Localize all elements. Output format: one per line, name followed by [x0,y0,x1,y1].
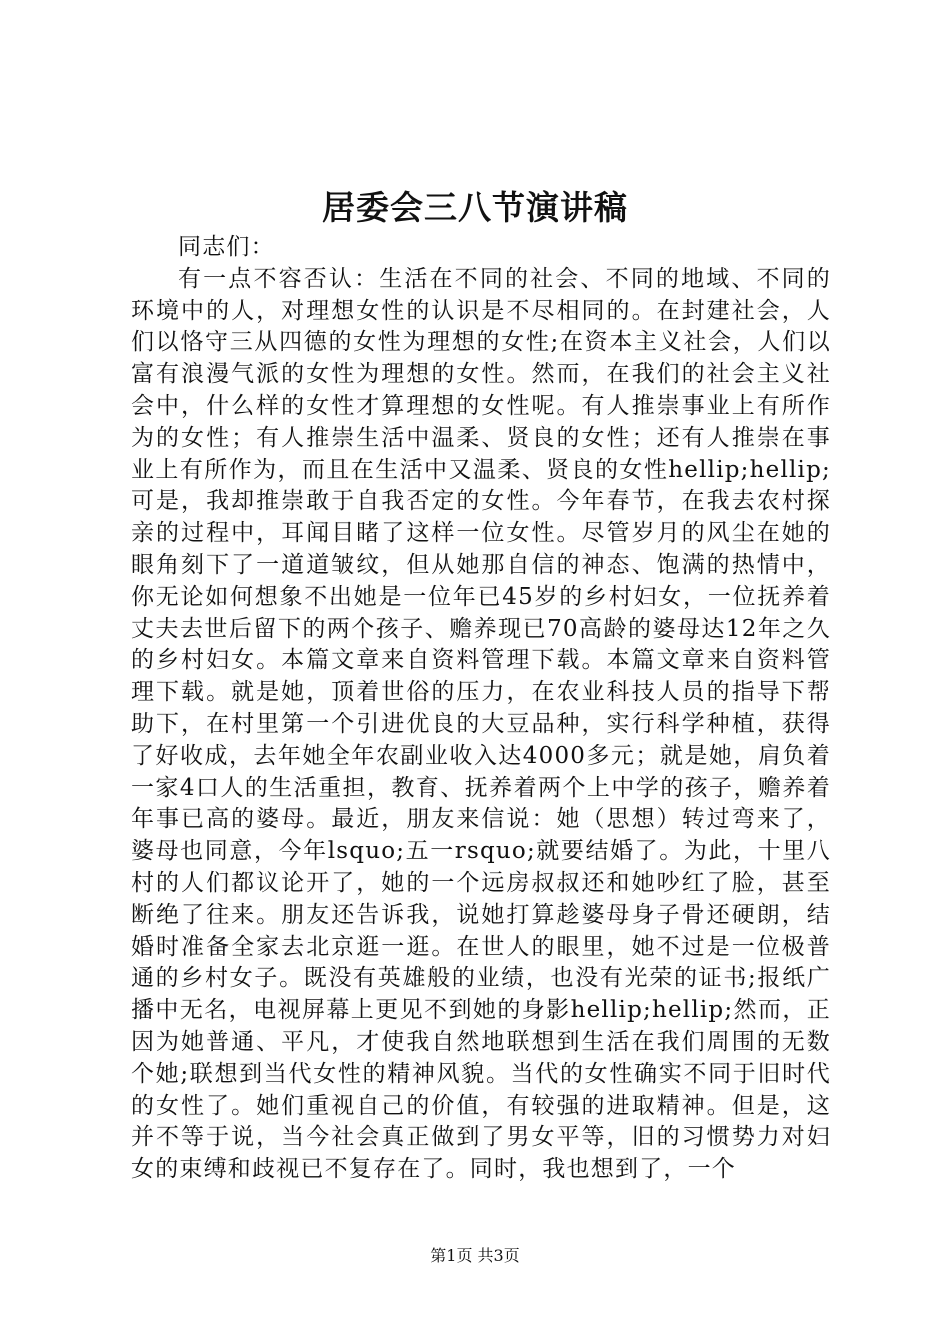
document-title: 居委会三八节演讲稿 [322,188,628,227]
page-footer: 第1页 共3页 [430,1246,520,1265]
body-paragraph: 有一点不容否认：生活在不同的社会、不同的地域、不同的环境中的人，对理想女性的认识是不尽相同的。在封建社会，人们以恪守三从四德的女性为理想的女性;在资本主义社会，人们以富有浪漫气派的女性为理想的女性。然而，在我们的社会主义社会中，什么样的女性才算理想的女性呢。有人推崇事业上有所作为的女性；有人推崇生活中温柔、贤良的女性；还有人推崇在事业上有所作为，而且在生活中又温柔、贤良的女性hellip;hellip;可是，我却推崇敢于自我否定的女性。今年春节，在我去农村探亲的过程中，耳闻目睹了这样一位女性。尽管岁月的风尘在她的眼角刻下了一道道皱纹，但从她那自信的神态、饱满的热情中，你无论如何想象不出她是一位年已45岁的乡村妇女，一位抚养着丈夫去世后留下的两个孩子、赡养现已70高龄的婆母达12年之久的乡村妇女。本篇文章来自资料管理下载。本篇文章来自资料管理下载。就是她，顶着世俗的压力，在农业科技人员的指导下帮助下，在村里第一个引进优良的大豆品种，实行科学种植，获得了好收成，去年她全年农副业收入达4000多元；就是她，肩负着一家4口人的生活重担，教育、抚养着两个上中学的孩子，赡养着年事已高的婆母。最近，朋友来信说：她（思想）转过弯来了，婆母也同意，今年lsquo;五一rsquo;就要结婚了。为此，十里八村的人们都议论开了，她的一个远房叔叔还和她吵红了脸，甚至断绝了往来。朋友还告诉我，说她打算趁婆母身子骨还硬朗，结婚时准备全家去北京逛一逛。在世人的眼里，她不过是一位极普通的乡村女子。既没有英雄般的业绩，也没有光荣的证书;报纸广播中无名，电视屏幕上更见不到她的身影hellip;hellip;然而，正因为她普通、平凡，才使我自然地联想到生活在我们周围的无数个她;联想到当代女性的精神风貌。当代的女性确实不同于旧时代的女性了。她们重视自己的价值，有较强的进取精神。但是，这并不等于说，当今社会真正做到了男女平等，旧的习惯势力对妇女的束缚和歧视已不复存在了。同时，我也想到了，一个 [131,265,831,1183]
salutation: 同志们： [178,234,275,260]
document-body [131,232,831,1186]
